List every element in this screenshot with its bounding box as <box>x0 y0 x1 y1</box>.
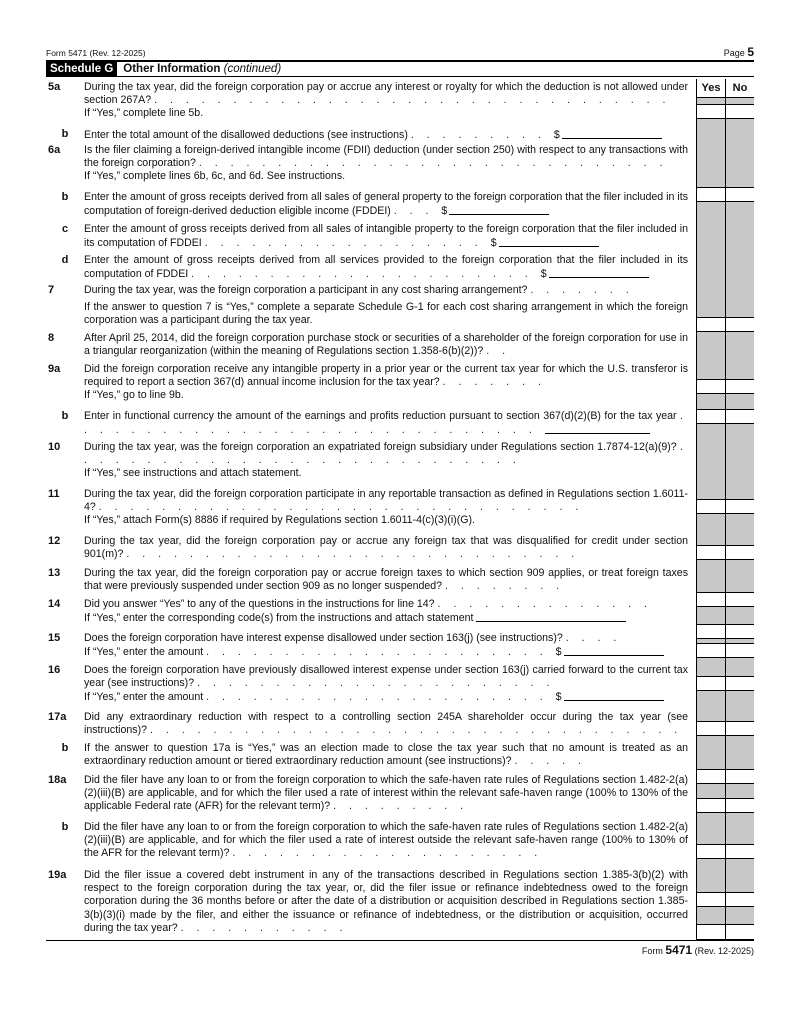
line-text: Enter the total amount of the disallowed deductions (see instructions) . . . . . . . . . $ <box>84 128 688 142</box>
answer-17b-yes[interactable] <box>697 798 725 813</box>
form-page <box>46 45 754 957</box>
amount-6b-input[interactable] <box>449 204 549 215</box>
line-number: 6a <box>48 144 61 156</box>
answer-15-yes[interactable] <box>697 676 725 691</box>
line-text: During the tax year, was the foreign corporation a participant in any cost sharing arrangement? . . . . . . . If the answer to question 7 is “Yes,” complete a separate Schedule G-1 for each cost sharing arrangement in which the foreign corporation was a participant during the tax year. <box>84 284 688 327</box>
footer-rev: (Rev. 12-2025) <box>694 946 754 956</box>
question-text: Enter the amount of gross receipts derived from all sales of general property to the foreign corporation that the filer included in its computation of foreign-derived deduction eligible income (FDDEI) <box>84 191 688 218</box>
answer-12-yes[interactable] <box>697 592 725 607</box>
question-text: Does the foreign corporation have previously disallowed interest expense under section 163(j) carried forward to the current tax year (see instructions)? <box>84 664 688 690</box>
answer-7-yes[interactable] <box>697 317 725 332</box>
answer-5a-no[interactable] <box>726 104 754 119</box>
line-text: During the tax year, was the foreign corporation an expatriated foreign subsidiary under Regulations section 1.7874-12(a)(9)? . . . . . . . . . . . . . . . . . . . . . . . . . . . . . If “Yes,” see instructions and attach statement. <box>84 441 688 480</box>
question-text: Enter the amount of gross receipts derived from all sales of intangible property to the foreign corporation that the filer included in its computation of FDDEI <box>84 223 688 250</box>
schedule-title-continued: (continued) <box>223 63 282 75</box>
answer-5a-yes[interactable] <box>697 104 725 119</box>
amount-9b-input[interactable] <box>545 423 650 434</box>
answer-14-yes[interactable] <box>697 643 725 658</box>
question-text: During the tax year, did the foreign corporation pay or accrue any foreign tax that was disqualified for credit under section 901(m)? <box>84 535 688 561</box>
line-number: 9a <box>48 363 61 375</box>
question-text: During the tax year, was the foreign corporation a participant in any cost sharing arrangement? <box>84 284 528 296</box>
answer-8-yes[interactable] <box>697 379 725 394</box>
line-text: Did any extraordinary reduction with respect to a controlling section 245A shareholder occur during the tax year (see instructions)? . . . . . . . . . . . . . . . . . . . . . . . . . . . . . . . . . . <box>84 711 688 737</box>
line-number: 7 <box>48 284 55 296</box>
answer-10-no[interactable] <box>726 499 754 514</box>
answer-18b-no[interactable] <box>726 892 754 907</box>
question-text: During the tax year, was the foreign corporation an expatriated foreign subsidiary under Regulations section 1.7874-12(a)(9)? <box>84 441 677 453</box>
line-number: b <box>61 128 69 140</box>
line-text: Did the foreign corporation receive any intangible property in a prior year or the current tax year for which the U.S. transferor is required to report a section 367(d) annual income inclusion for the tax year? . . . . . . . If “Yes,” go to line 9b. <box>84 363 688 402</box>
answer-17a-no[interactable] <box>726 769 754 784</box>
schedule-badge: Schedule G <box>46 62 117 76</box>
line-number: b <box>61 821 69 833</box>
header-rule <box>696 97 754 98</box>
answer-16-yes[interactable] <box>697 721 725 736</box>
question-text: Does the foreign corporation have interest expense disallowed under section 163(j) (see instructions)? <box>84 632 563 644</box>
question-text: During the tax year, did the foreign corporation pay or accrue foreign taxes to which section 909 applies, or treat foreign taxes that were previously suspended under section 909 as no longer suspended? <box>84 567 688 593</box>
answer-8-no[interactable] <box>726 379 754 394</box>
page-header <box>46 46 754 62</box>
instruction-text: If “Yes,” enter the amount <box>84 691 204 704</box>
answer-18a-yes[interactable] <box>697 844 725 859</box>
answer-9a-no[interactable] <box>726 409 754 424</box>
line-number: 15 <box>48 632 61 644</box>
question-text: Did any extraordinary reduction with respect to a controlling section 245A shareholder occur during the tax year (see instructions)? <box>84 711 688 737</box>
line-text: If the answer to question 17a is “Yes,” was an election made to close the tax year such that no amount is treated as an extraordinary reduction amount or tiered extraordinary reduction amount (see instructions)? . . . . . <box>84 742 688 768</box>
footer-form-word: Form <box>641 946 663 956</box>
codes-14-input[interactable] <box>476 611 626 622</box>
answer-6a-no[interactable] <box>726 187 754 202</box>
amount-5b-input[interactable] <box>562 128 662 139</box>
question-text: Enter in functional currency the amount of the earnings and profits reduction pursuant to section 367(d)(2)(B) for the tax year <box>84 410 677 422</box>
line-text: Enter the amount of gross receipts derived from all sales of intangible property to the foreign corporation that the filer included in its computation of FDDEI . . . . . . . . . . . . . . . . . . $ <box>84 223 688 250</box>
answer-6a-yes[interactable] <box>697 187 725 202</box>
answer-11-no[interactable] <box>726 545 754 560</box>
instruction-text: If “Yes,” see instructions and attach statement. <box>84 467 302 480</box>
line-text: Is the filer claiming a foreign-derived intangible income (FDII) deduction (under section 250) with respect to any transactions with the foreign corporation? . . . . . . . . . . . . . . . . . . . . . . . . . . . . . . If “Yes,” complete lines 6b, 6c, and 6d. See instructions. <box>84 144 688 183</box>
line-number: 11 <box>48 488 60 500</box>
answer-9a-yes[interactable] <box>697 409 725 424</box>
amount-16-input[interactable] <box>564 690 664 701</box>
line-number: 12 <box>48 535 61 547</box>
page-number: 5 <box>747 45 754 59</box>
answer-7-no[interactable] <box>726 317 754 332</box>
line-number: 10 <box>48 441 61 453</box>
answer-17b-no[interactable] <box>726 798 754 813</box>
yes-column-header: Yes <box>697 79 725 97</box>
instruction-text: If “Yes,” complete lines 6b, 6c, and 6d. See instructions. <box>84 170 346 183</box>
answer-10-yes[interactable] <box>697 499 725 514</box>
question-text: Is the filer claiming a foreign-derived intangible income (FDII) deduction (under section 250) with respect to any transactions with the foreign corporation? <box>84 144 688 170</box>
answer-19a-no[interactable] <box>726 924 754 940</box>
instruction-text: If the answer to question 7 is “Yes,” complete a separate Schedule G-1 for each cost sharing arrangement in which the foreign corporation was a participant during the tax year. <box>84 301 688 327</box>
question-text: Did the filer issue a covered debt instrument in any of the transactions described in Regulations section 1.385-3(b)(2) with respect to the foreign corporation during the tax year, or, did the filer issue or refinance indebtedness owed to the foreign corporation during the 36 months before or after the date of a distribution or acquisition described in Regulations section 1.385-3(b)(3)(i) made by the filer, and either the issuance or refinance of indebtedness, or the distribution or acquisition, occurred during the tax year? <box>84 869 688 934</box>
line-number: 8 <box>48 332 55 344</box>
amount-15-input[interactable] <box>564 645 664 656</box>
question-text: During the tax year, did the foreign corporation pay or accrue any interest or royalty for which the deduction is not allowed under section 267A? <box>84 81 688 107</box>
question-text: Did the foreign corporation receive any intangible property in a prior year or the current tax year for which the U.S. transferor is required to report a section 367(d) annual income inclusion for the tax year? <box>84 363 688 389</box>
question-text: Enter the total amount of the disallowed deductions (see instructions) <box>84 129 408 141</box>
line-number: 13 <box>48 567 61 579</box>
answer-18a-no[interactable] <box>726 844 754 859</box>
schedule-title <box>123 63 281 75</box>
form-id: Form 5471 (Rev. 12-2025) <box>46 48 146 58</box>
instruction-text: If “Yes,” enter the amount <box>84 646 204 659</box>
amount-6d-input[interactable] <box>549 267 649 278</box>
page-footer <box>642 943 754 957</box>
answer-11-yes[interactable] <box>697 545 725 560</box>
answer-19a-yes[interactable] <box>697 924 725 940</box>
line-number: 14 <box>48 598 61 610</box>
instruction-text: If “Yes,” enter the corresponding code(s) from the instructions and attach statement <box>84 612 474 625</box>
question-text: Did you answer “Yes” to any of the questions in the instructions for line 14? <box>84 598 435 610</box>
footer-form-number: 5471 <box>665 943 693 957</box>
line-number: c <box>61 223 69 235</box>
line-text: Does the foreign corporation have interest expense disallowed under section 163(j) (see instructions)? . . . . If “Yes,” enter the amount . . . . . . . . . . . . . . . . . . . . . . $ <box>84 632 688 659</box>
line-number: 18a <box>48 774 67 786</box>
line-number: 5a <box>48 81 61 93</box>
line-number: 19a <box>48 869 67 881</box>
line-text: Did the filer issue a covered debt instrument in any of the transactions described in Regulations section 1.385-3(b)(2) with respect to the foreign corporation during the tax year, or, did the filer issue or refinance indebtedness owed to the foreign corporation during the 36 months before or after the date of a distribution or acquisition described in Regulations section 1.385-3(b)(3)(i) made by the filer, and either the issuance or refinance of indebtedness, or the distribution or acquisition, occurred during the tax year? . . . . . . . . . . . <box>84 869 688 934</box>
line-text: Does the foreign corporation have previously disallowed interest expense under section 163(j) carried forward to the current tax year (see instructions)? . . . . . . . . . . . . . . . . . . . . . . . If “Yes,” enter the amount . . . . . . . . . . . . . . . . . . . . . . $ <box>84 664 688 704</box>
bottom-rule <box>46 940 754 941</box>
answer-18b-yes[interactable] <box>697 892 725 907</box>
line-number: 16 <box>48 664 61 676</box>
answer-12-no[interactable] <box>726 592 754 607</box>
answer-14-no[interactable] <box>726 643 754 658</box>
schedule-header <box>46 62 754 77</box>
line-text: During the tax year, did the foreign corporation pay or accrue any interest or royalty for which the deduction is not allowed under section 267A? . . . . . . . . . . . . . . . . . . . . . . . . . . . . . . . . . If “Yes,” complete line 5b. <box>84 81 688 120</box>
line-text: Did the filer have any loan to or from the foreign corporation to which the safe-haven rate rules of Regulations section 1.482-2(a)(2)(iii)(B) are applicable, and for which the filer used a rate of interest outside the relevant safe-haven range (100% to 130% of the AFR for the relevant term)? . . . . . . . . . . . . . . . . . . . . <box>84 821 688 860</box>
instruction-text: If “Yes,” attach Form(s) 8886 if required by Regulations section 1.6011-4(c)(3)(i)(G). <box>84 514 475 527</box>
line-number: 17a <box>48 711 67 723</box>
line-text: During the tax year, did the foreign corporation pay or accrue foreign taxes to which section 909 applies, or treat foreign taxes that were previously suspended under section 909 as no longer suspended? . . . . . . . . <box>84 567 688 593</box>
answer-17a-yes[interactable] <box>697 769 725 784</box>
page-label: Page <box>723 48 745 58</box>
question-rows <box>46 79 754 940</box>
line-text: Enter the amount of gross receipts derived from all services provided to the foreign corporation that the filer included in its computation of FDDEI . . . . . . . . . . . . . . . . . . . . . . $ <box>84 254 688 281</box>
question-text: During the tax year, did the foreign corporation participate in any reportable transaction as defined in Regulations section 1.6011-4? <box>84 488 688 514</box>
line-number: b <box>61 410 69 422</box>
line-number: d <box>61 254 69 266</box>
question-text: After April 25, 2014, did the foreign corporation purchase stock or securities of a shareholder of the foreign corporation for use in a triangular reorganization (within the meaning of Regulations section 1.358-6(b)(2))? <box>84 332 688 358</box>
answer-15-no[interactable] <box>726 676 754 691</box>
line-text: After April 25, 2014, did the foreign corporation purchase stock or securities of a shareholder of the foreign corporation for use in a triangular reorganization (within the meaning of Regulations section 1.358-6(b)(2))? . . <box>84 332 688 358</box>
line-text: During the tax year, did the foreign corporation pay or accrue any foreign tax that was disqualified for credit under section 901(m)? . . . . . . . . . . . . . . . . . . . . . . . . . . . . . <box>84 535 688 561</box>
line-text: Enter the amount of gross receipts derived from all sales of general property to the foreign corporation that the filer included in its computation of foreign-derived deduction eligible income (FDDEI) . . . $ <box>84 191 688 218</box>
line-text: During the tax year, did the foreign corporation participate in any reportable transaction as defined in Regulations section 1.6011-4? . . . . . . . . . . . . . . . . . . . . . . . . . . . . . . . If “Yes,” attach Form(s) 8886 if required by Regulations section 1.6011-4(c)(3)(i)(G). <box>84 488 688 527</box>
instruction-text: If “Yes,” complete line 5b. <box>84 107 204 120</box>
no-column-header: No <box>726 79 754 97</box>
answer-13-no[interactable] <box>726 624 754 639</box>
question-text: Did the filer have any loan to or from the foreign corporation to which the safe-haven rate rules of Regulations section 1.482-2(a)(2)(iii)(B) are applicable, and for which the filer used a rate of interest within the relevant safe-haven range (100% to 130% of the applicable Federal rate (AFR) for the relevant term)? <box>84 774 688 813</box>
page-number-label <box>724 45 754 60</box>
line-number: b <box>61 191 69 203</box>
question-text: Enter the amount of gross receipts derived from all services provided to the foreign corporation that the filer included in its computation of FDDEI <box>84 254 688 281</box>
instruction-text: If “Yes,” go to line 9b. <box>84 389 184 402</box>
question-text: If the answer to question 17a is “Yes,” was an election made to close the tax year such that no amount is treated as an extraordinary reduction amount or tiered extraordinary reduction amount (see instructions)? <box>84 742 688 768</box>
line-number: b <box>61 742 69 754</box>
line-text: Did you answer “Yes” to any of the questions in the instructions for line 14? . . . . . . . . . . . . . . If “Yes,” enter the corresponding code(s) from the instructions and attach statement <box>84 598 652 625</box>
amount-6c-input[interactable] <box>499 236 599 247</box>
answer-13-yes[interactable] <box>697 624 725 639</box>
question-text: Did the filer have any loan to or from the foreign corporation to which the safe-haven rate rules of Regulations section 1.482-2(a)(2)(iii)(B) are applicable, and for which the filer used a rate of interest outside the relevant safe-haven range (100% to 130% of the AFR for the relevant term)? <box>84 821 688 860</box>
line-text: Did the filer have any loan to or from the foreign corporation to which the safe-haven rate rules of Regulations section 1.482-2(a)(2)(iii)(B) are applicable, and for which the filer used a rate of interest within the relevant safe-haven range (100% to 130% of the applicable Federal rate (AFR) for the relevant term)? . . . . . . . . . <box>84 774 688 813</box>
schedule-title-text: Other Information <box>123 63 221 75</box>
line-text: Enter in functional currency the amount of the earnings and profits reduction pursuant to section 367(d)(2)(B) for the tax year . . . . . . . . . . . . . . . . . . . . . . . . . . . . . . <box>84 410 688 437</box>
answer-16-no[interactable] <box>726 721 754 736</box>
